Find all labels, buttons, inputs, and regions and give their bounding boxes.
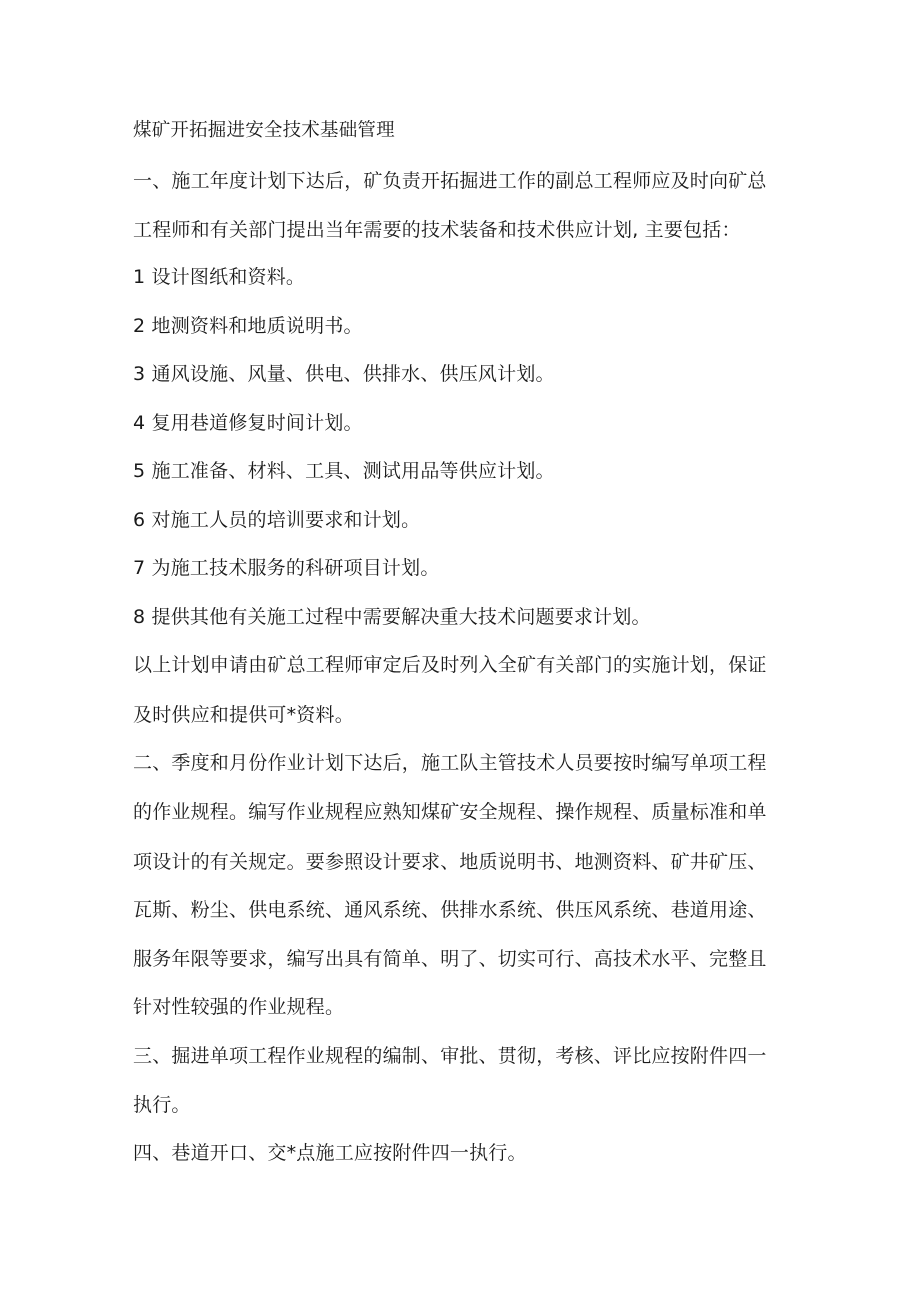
section1-item-4: 4 复用巷道修复时间计划。 (133, 412, 363, 434)
section4-line-1: 四、巷道开口、交*点施工应按附件四一执行。 (133, 1142, 527, 1164)
section1-item-5: 5 施工准备、材料、工具、测试用品等供应计划。 (133, 460, 555, 482)
section1-item-6: 6 对施工人员的培训要求和计划。 (133, 509, 421, 531)
section1-item-1: 1 设计图纸和资料。 (133, 266, 306, 288)
section2-line-1: 二、季度和月份作业计划下达后，施工队主管技术人员要按时编写单项工程 (133, 752, 767, 774)
section1-line-1: 一、施工年度计划下达后，矿负责开拓掘进工作的副总工程师应及时向矿总 (133, 170, 767, 192)
section2-line-3: 项设计的有关规定。要参照设计要求、地质说明书、地测资料、矿井矿压、 (133, 851, 767, 873)
section1-item-7: 7 为施工技术服务的科研项目计划。 (133, 557, 440, 579)
section1-item-2: 2 地测资料和地质说明书。 (133, 315, 363, 337)
section1-item-8: 8 提供其他有关施工过程中需要解决重大技术问题要求计划。 (133, 606, 651, 628)
section2-line-4: 瓦斯、粉尘、供电系统、通风系统、供排水系统、供压风系统、巷道用途、 (133, 899, 767, 921)
section3-line-1: 三、掘进单项工程作业规程的编制、审批、贯彻，考核、评比应按附件四一 (133, 1045, 767, 1067)
document-title: 煤矿开拓掘进安全技术基础管理 (133, 120, 395, 141)
section2-line-6: 针对性较强的作业规程。 (133, 996, 345, 1018)
section1-closing-1: 以上计划申请由矿总工程师审定后及时列入全矿有关部门的实施计划，保证 (133, 654, 767, 676)
section2-line-2: 的作业规程。编写作业规程应熟知煤矿安全规程、操作规程、质量标准和单 (133, 801, 767, 823)
section3-line-2: 执行。 (133, 1094, 191, 1116)
section1-closing-2: 及时供应和提供可*资料。 (133, 704, 354, 726)
section1-line-2: 工程师和有关部门提出当年需要的技术装备和技术供应计划, 主要包括： (133, 219, 741, 241)
section2-line-5: 服务年限等要求，编写出具有简单、明了、切实可行、高技术水平、完整且 (133, 948, 767, 970)
section1-item-3: 3 通风设施、风量、供电、供排水、供压风计划。 (133, 363, 555, 385)
